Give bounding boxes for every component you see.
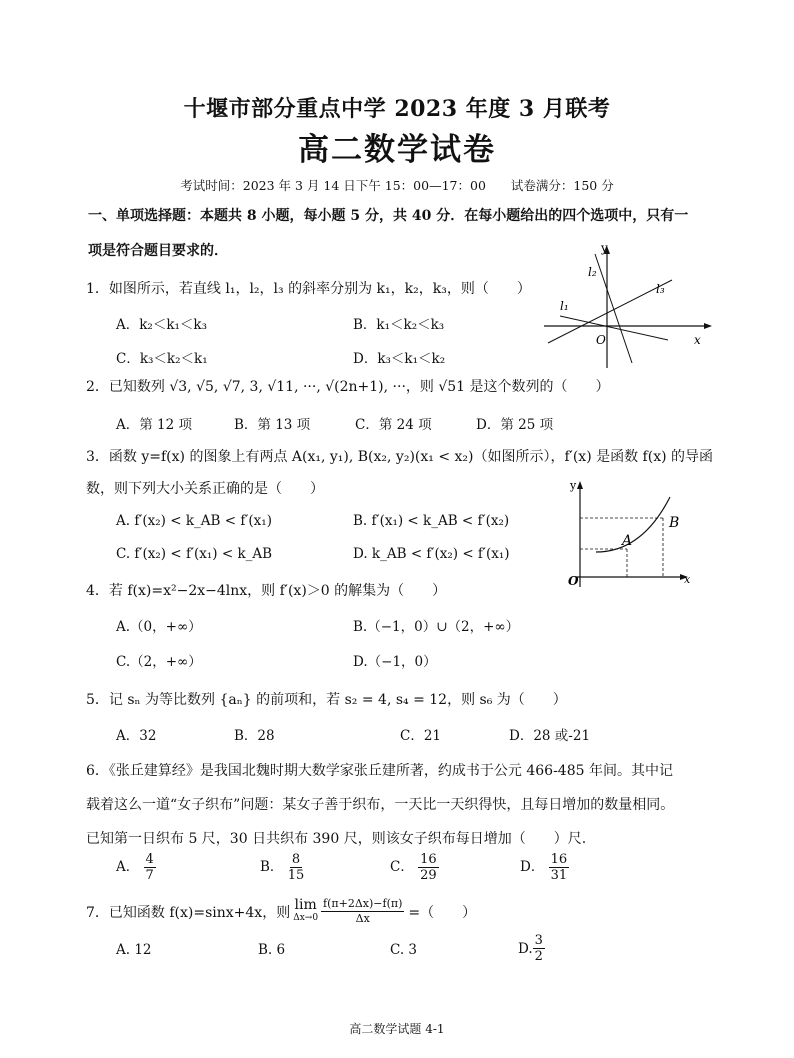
option-fraction xyxy=(288,852,305,883)
limit-fraction xyxy=(321,897,404,926)
question-7-option-a: A. 12 xyxy=(116,942,152,958)
question-5-option-b: B．28 xyxy=(234,728,275,744)
denominator: 15 xyxy=(287,868,305,883)
origin-label: O xyxy=(568,574,579,588)
l2-label: l₂ xyxy=(588,265,597,279)
question-2-option-c: C．第 24 项 xyxy=(355,417,432,433)
denominator: 29 xyxy=(420,868,437,883)
question-7-prefix: 7．已知函数 f(x)=sinx+4x，则 xyxy=(86,904,291,921)
denominator: 2 xyxy=(534,949,543,964)
option-fraction xyxy=(533,933,545,964)
question-4-option-d: D.（−1，0） xyxy=(353,654,437,670)
exam-title: 十堰市部分重点中学 2023 年度 3 月联考 xyxy=(183,96,611,122)
question-4-stem: 4．若 f(x)=x²−2x−4lnx，则 f′(x)＞0 的解集为（ ） xyxy=(86,583,447,599)
option-letter: D． xyxy=(520,859,545,875)
question-2-option-b: B．第 13 项 xyxy=(234,417,311,433)
numerator: 8 xyxy=(291,852,301,867)
numerator: 16 xyxy=(420,852,437,867)
question-6-line-3: 已知第一日织布 5 尺，30 日共织布 390 尺，则该女子织布每日增加（ ）尺. xyxy=(86,831,587,847)
point-b-label: B xyxy=(669,515,680,531)
question-6-option-c xyxy=(390,852,439,883)
option-letter: C． xyxy=(390,859,414,875)
origin-label: O xyxy=(596,333,606,347)
option-letter: D. xyxy=(518,940,533,957)
question-7-suffix: =（ ） xyxy=(408,904,477,921)
x-axis-arrow xyxy=(704,323,712,329)
numerator: 3 xyxy=(534,933,543,948)
question-1-option-a: A．k₂＜k₁＜k₃ xyxy=(116,317,208,333)
option-letter: A． xyxy=(116,859,140,875)
section-heading-cont: 项是符合题目要求的． xyxy=(88,243,228,259)
question-2-option-a: A．第 12 项 xyxy=(116,417,193,433)
question-1-option-b: B．k₁＜k₂＜k₃ xyxy=(353,317,445,333)
limit-subscript: Δx→0 xyxy=(293,912,319,923)
option-fraction xyxy=(418,852,439,883)
page-footer: 高二数学试题 4-1 xyxy=(349,1022,445,1036)
question-6-option-b xyxy=(260,852,304,883)
question-6-option-a xyxy=(116,852,156,883)
question-7-stem xyxy=(86,897,476,926)
paper-title: 高二数学试卷 xyxy=(298,132,496,168)
limit-numerator: f(π+2Δx)−f(π) xyxy=(323,897,403,910)
line-l1 xyxy=(560,316,668,340)
question-3-stem-cont: 数，则下列大小关系正确的是（ ） xyxy=(86,481,324,497)
denominator: 7 xyxy=(145,868,154,883)
question-7-option-b: B. 6 xyxy=(258,942,286,958)
exam-info: 考试时间：2023 年 3 月 14 日下午 15：00—17：00 试卷满分：150 分 xyxy=(180,178,614,193)
question-6-line-1: 6．《张丘建算经》是我国北魏时期大数学家张丘建所著，约成书于公元 466-485 年间。其中记 xyxy=(86,763,673,779)
x-axis-label: x xyxy=(694,333,701,347)
question-4-option-c: C.（2，+∞） xyxy=(116,654,202,670)
denominator: 31 xyxy=(550,868,568,883)
question-3-option-b: B. f′(x₁) < k_AB < f′(x₂) xyxy=(353,513,510,529)
l1-label: l₁ xyxy=(560,299,569,313)
limit-denominator: Δx xyxy=(355,912,370,925)
question-5-option-c: C．21 xyxy=(400,728,442,744)
option-letter: B． xyxy=(260,859,284,875)
question-2-option-d: D．第 25 项 xyxy=(476,417,554,433)
question-3-option-c: C. f′(x₂) < f′(x₁) < k_AB xyxy=(116,546,273,562)
section-heading: 一、单项选择题：本题共 8 小题，每小题 5 分，共 40 分．在每小题给出的四个选项中，只有一 xyxy=(88,208,689,224)
question-3-option-a: A. f′(x₂) < k_AB < f′(x₁) xyxy=(116,513,272,529)
question-5-stem: 5．记 sₙ 为等比数列 {aₙ} 的前项和，若 s₂ = 4, s₄ = 12，则 s₆ 为（ ） xyxy=(86,692,567,708)
y-axis-arrow xyxy=(577,481,583,489)
question-1-option-c: C．k₃＜k₂＜k₁ xyxy=(116,351,208,367)
numerator: 4 xyxy=(145,852,154,867)
question-5-option-d: D．28 或-21 xyxy=(509,728,591,744)
limit-operator xyxy=(293,896,319,925)
question-4-option-b: B.（−1，0）∪（2，+∞） xyxy=(353,619,520,635)
x-axis-label: x xyxy=(684,573,691,586)
option-fraction xyxy=(144,852,156,883)
question-2-stem: 2．已知数列 √3, √5, √7, 3, √11, ···, √(2n+1), ···，则 √51 是这个数列的（ ） xyxy=(86,379,610,395)
question-5-option-a: A．32 xyxy=(116,728,157,744)
question-3-option-d: D. k_AB < f′(x₂) < f′(x₁) xyxy=(353,546,510,562)
question-4-option-a: A.（0，+∞） xyxy=(116,619,202,635)
question-6-option-d xyxy=(520,852,569,883)
question-7-option-d xyxy=(518,933,545,964)
limit-word: lim xyxy=(294,896,317,913)
question-1-stem: 1．如图所示，若直线 l₁，l₂，l₃ 的斜率分别为 k₁，k₂，k₃，则（ ） xyxy=(86,281,531,297)
question-3-figure xyxy=(562,475,697,593)
question-7-option-c: C. 3 xyxy=(390,942,418,958)
numerator: 16 xyxy=(550,852,568,867)
point-a-label: A xyxy=(622,533,633,549)
y-axis-label: y xyxy=(601,241,608,255)
y-axis-label: y xyxy=(570,479,577,492)
question-1-figure xyxy=(540,238,715,373)
function-curve xyxy=(596,497,670,552)
option-fraction xyxy=(549,852,570,883)
question-1-option-d: D．k₃＜k₁＜k₂ xyxy=(353,351,446,367)
question-3-stem: 3．函数 y=f(x) 的图象上有两点 A(x₁, y₁), B(x₂, y₂)(x₁ < x₂)（如图所示），f′(x) 是函数 f(x) 的导函 xyxy=(86,449,714,465)
l3-label: l₃ xyxy=(656,282,665,296)
question-6-line-2: 载着这么一道“女子织布”问题：某女子善于织布，一天比一天织得快，且每日增加的数量相同。 xyxy=(86,797,675,813)
